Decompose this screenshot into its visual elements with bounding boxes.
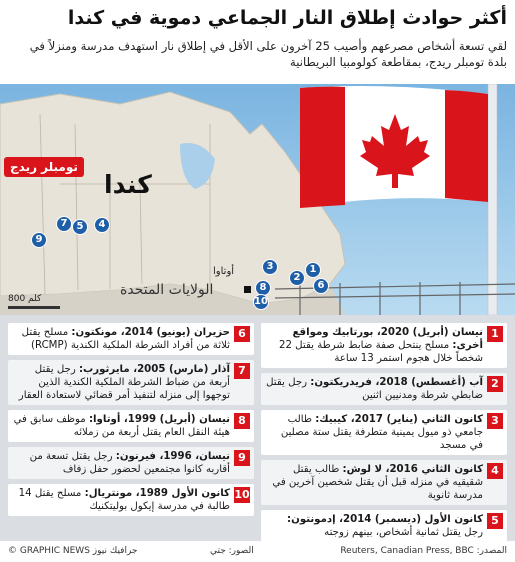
page-title: أكثر حوادث إطلاق النار الجماعي دموية في كندا (67, 7, 507, 29)
ottawa-point (244, 286, 251, 293)
event-number: 10 (234, 488, 250, 501)
event-text: رجل يقتل تسعة من أقاربه كانوا مجتمعين لحضور حفل زفاف (29, 451, 230, 475)
event-item-4 (261, 460, 507, 505)
event-number: 6 (234, 326, 250, 342)
map-marker-8: 8 (255, 280, 271, 296)
events-column-right (261, 323, 507, 547)
event-number: 9 (234, 450, 250, 466)
event-date: نيسان (أبريل) 2020، بورتابيك ومواقع أخرى: (292, 327, 483, 351)
event-item-5 (261, 510, 507, 542)
scale-bar (8, 306, 60, 309)
map-marker-6: 6 (313, 278, 329, 294)
event-date: كانون الأول (ديسمبر) 2014، إدمونتون: (287, 514, 483, 525)
event-item-3 (261, 410, 507, 455)
map-marker-7: 7 (56, 216, 72, 232)
event-text: رجل يقتل أربعة من ضباط الشرطة الملكية الكندية الذين توجهوا إلى منزله لتنفيذ أمر قضائي لاستعادة العقار (18, 364, 230, 401)
event-number: 3 (487, 413, 503, 429)
event-date: حزيران (يونيو) 2014، مونكتون: (71, 327, 230, 338)
event-date: نيسان (أبريل) 1999، أوتاوا: (88, 414, 230, 425)
event-text: طالب جامعي ذو ميول يمينية متطرفة يقتل ستة مصلين في مسجد (280, 414, 483, 451)
source-credit: المصدر: Reuters, Canadian Press, BBC (340, 546, 507, 556)
event-date: كانون الثاني (يناير) 2017، كيبيك: (315, 414, 483, 425)
map-panel (0, 84, 515, 315)
event-text: رجل يقتل ضابطي شرطة ومدنيين اثنين (266, 377, 483, 401)
footer (0, 541, 515, 562)
event-number: 8 (234, 413, 250, 429)
photo-credit: الصور: جتي (210, 546, 254, 556)
event-text: موظف سابق في هيئة النقل العام يقتل أربعة من زملائه (13, 414, 230, 438)
tumbler-ridge-label: تومبلر ريدج (4, 157, 84, 177)
page-subtitle: لقي تسعة أشخاص مصرعهم وأصيب 25 آخرون على الأقل في إطلاق نار استهدف مدرسة ومنزلاً في بلدة تومبلر ريدج، بمقاطعة كولومبيا البريطانية (29, 39, 507, 69)
event-text: مسلح ينتحل صفة ضابط شرطة يقتل 22 شخصاً خلال هجوم استمر 13 ساعة (278, 340, 483, 364)
event-text: طالب يقتل شقيقيه في منزله قبل أن يقتل شخصين آخرين في مدرسة ثانوية (272, 464, 483, 501)
map-marker-10: 10 (253, 294, 269, 310)
event-item-2 (261, 373, 507, 405)
map-marker-9: 9 (31, 232, 47, 248)
map-graphic (0, 84, 515, 315)
event-item-1 (261, 323, 507, 368)
event-text: مسلح يقتل 14 طالبة في مدرسة إيكول بوليتكنيك (18, 488, 230, 512)
city-label-ottawa: أوتاوا (213, 266, 235, 277)
event-text: مسلح يقتل ثلاثة من أفراد الشرطة الملكية الكندية (RCMP) (21, 327, 230, 351)
events-panel (0, 315, 515, 541)
map-marker-2: 2 (289, 270, 305, 286)
event-date: نيسان، 1996، فيرنون: (115, 451, 230, 462)
event-item-6 (8, 323, 254, 355)
canadian-flag (300, 86, 488, 208)
event-number: 5 (487, 513, 503, 529)
event-number: 4 (487, 463, 503, 479)
map-marker-5: 5 (72, 219, 88, 235)
event-date: كانون الأول 1989، مونتريال: (84, 488, 230, 499)
map-marker-1: 1 (305, 262, 321, 278)
event-item-7 (8, 360, 254, 405)
events-column-left (8, 323, 254, 521)
country-label-canada: كندا (104, 170, 152, 199)
header (0, 0, 515, 84)
country-label-usa: الولايات المتحدة (120, 282, 214, 298)
event-item-10 (8, 484, 254, 516)
event-text: رجل يقتل ثمانية أشخاص، بينهم زوجته (324, 527, 483, 538)
event-item-8 (8, 410, 254, 442)
event-date: آب (أغسطس) 2018، فريدريكتون: (310, 377, 483, 388)
event-number: 2 (487, 376, 503, 392)
map-marker-4: 4 (94, 217, 110, 233)
map-marker-3: 3 (262, 259, 278, 275)
event-number: 1 (487, 326, 503, 342)
flag-pole (488, 84, 497, 315)
event-item-9 (8, 447, 254, 479)
publisher-credit: © GRAPHIC NEWS جرافيك نيوز (8, 546, 138, 556)
event-date: آذار (مارس) 2005، مايرثورب: (78, 364, 230, 375)
scale-label: 800 كلم (8, 294, 42, 304)
event-number: 7 (234, 363, 250, 379)
event-date: كانون الثاني 2016، لا لوش: (342, 464, 483, 475)
